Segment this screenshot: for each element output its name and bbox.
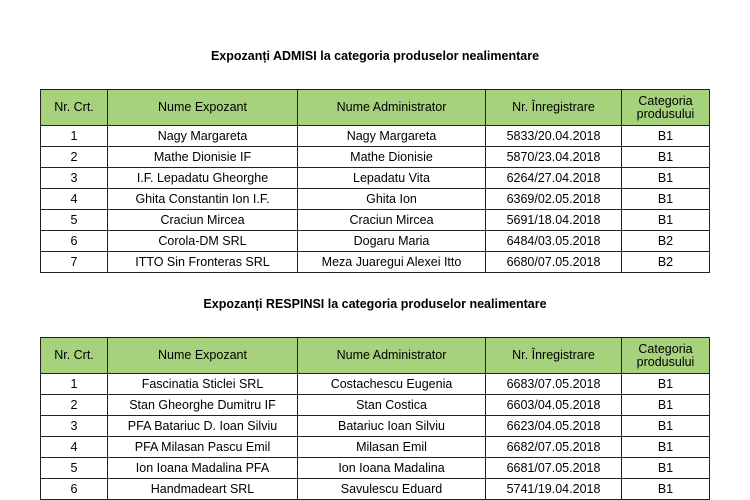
cell-administrator-name: Lepadatu Vita [298, 168, 486, 189]
cell-registration-number: 5741/19.04.2018 [486, 479, 622, 500]
cell-registration-number: 6603/04.05.2018 [486, 395, 622, 416]
cell-product-category: B1 [622, 147, 710, 168]
cell-administrator-name: Ion Ioana Madalina [298, 458, 486, 479]
cell-nr-crt: 3 [41, 168, 108, 189]
cell-administrator-name: Batariuc Ioan Silviu [298, 416, 486, 437]
cell-exhibitor-name: Fascinatia Sticlei SRL [108, 374, 298, 395]
cell-registration-number: 6683/07.05.2018 [486, 374, 622, 395]
cell-nr-crt: 6 [41, 231, 108, 252]
cell-administrator-name: Savulescu Eduard [298, 479, 486, 500]
cell-product-category: B1 [622, 458, 710, 479]
cell-registration-number: 6264/27.04.2018 [486, 168, 622, 189]
cell-exhibitor-name: PFA Milasan Pascu Emil [108, 437, 298, 458]
table-row [41, 458, 710, 479]
header-administrator-name: Nume Administrator [298, 90, 486, 126]
table-row [41, 126, 710, 147]
cell-administrator-name: Mathe Dionisie [298, 147, 486, 168]
cell-administrator-name: Dogaru Maria [298, 231, 486, 252]
cell-administrator-name: Nagy Margareta [298, 126, 486, 147]
cell-nr-crt: 5 [41, 210, 108, 231]
cell-nr-crt: 4 [41, 437, 108, 458]
cell-nr-crt: 3 [41, 416, 108, 437]
cell-exhibitor-name: Corola-DM SRL [108, 231, 298, 252]
table-row [41, 395, 710, 416]
cell-product-category: B2 [622, 252, 710, 273]
table-row [41, 231, 710, 252]
cell-administrator-name: Craciun Mircea [298, 210, 486, 231]
rejected-exhibitors-table [40, 337, 710, 500]
cell-exhibitor-name: I.F. Lepadatu Gheorghe [108, 168, 298, 189]
cell-exhibitor-name: Stan Gheorghe Dumitru IF [108, 395, 298, 416]
header-nr-crt: Nr. Crt. [41, 90, 108, 126]
table-row [41, 147, 710, 168]
cell-nr-crt: 2 [41, 395, 108, 416]
header-exhibitor-name: Nume Expozant [108, 90, 298, 126]
cell-nr-crt: 5 [41, 458, 108, 479]
cell-exhibitor-name: Handmadeart SRL [108, 479, 298, 500]
table-row [41, 416, 710, 437]
cell-administrator-name: Meza Juaregui Alexei Itto [298, 252, 486, 273]
header-administrator-name: Nume Administrator [298, 338, 486, 374]
table-row [41, 437, 710, 458]
cell-registration-number: 6484/03.05.2018 [486, 231, 622, 252]
table-row [41, 168, 710, 189]
cell-administrator-name: Ghita Ion [298, 189, 486, 210]
cell-registration-number: 5870/23.04.2018 [486, 147, 622, 168]
admitted-exhibitors-table [40, 89, 710, 273]
cell-registration-number: 6623/04.05.2018 [486, 416, 622, 437]
cell-nr-crt: 4 [41, 189, 108, 210]
cell-product-category: B1 [622, 210, 710, 231]
header-product-category: Categoria produsului [622, 90, 710, 126]
cell-exhibitor-name: Ion Ioana Madalina PFA [108, 458, 298, 479]
cell-nr-crt: 6 [41, 479, 108, 500]
cell-registration-number: 5833/20.04.2018 [486, 126, 622, 147]
cell-registration-number: 6680/07.05.2018 [486, 252, 622, 273]
cell-product-category: B1 [622, 126, 710, 147]
cell-product-category: B1 [622, 479, 710, 500]
cell-registration-number: 6681/07.05.2018 [486, 458, 622, 479]
cell-exhibitor-name: Ghita Constantin Ion I.F. [108, 189, 298, 210]
cell-nr-crt: 7 [41, 252, 108, 273]
cell-product-category: B1 [622, 168, 710, 189]
cell-registration-number: 6682/07.05.2018 [486, 437, 622, 458]
cell-product-category: B1 [622, 374, 710, 395]
cell-product-category: B1 [622, 437, 710, 458]
cell-product-category: B2 [622, 231, 710, 252]
cell-exhibitor-name: Mathe Dionisie IF [108, 147, 298, 168]
cell-exhibitor-name: Craciun Mircea [108, 210, 298, 231]
cell-product-category: B1 [622, 416, 710, 437]
cell-nr-crt: 1 [41, 126, 108, 147]
table-header-row [41, 90, 710, 126]
cell-nr-crt: 1 [41, 374, 108, 395]
header-nr-crt: Nr. Crt. [41, 338, 108, 374]
cell-administrator-name: Costachescu Eugenia [298, 374, 486, 395]
cell-product-category: B1 [622, 189, 710, 210]
admitted-section-title: Expozanți ADMISI la categoria produselor nealimentare [210, 49, 540, 63]
header-exhibitor-name: Nume Expozant [108, 338, 298, 374]
cell-administrator-name: Milasan Emil [298, 437, 486, 458]
table-header-row [41, 338, 710, 374]
table-row [41, 210, 710, 231]
cell-exhibitor-name: PFA Batariuc D. Ioan Silviu [108, 416, 298, 437]
table-row [41, 189, 710, 210]
cell-nr-crt: 2 [41, 147, 108, 168]
table-row [41, 374, 710, 395]
cell-registration-number: 5691/18.04.2018 [486, 210, 622, 231]
cell-registration-number: 6369/02.05.2018 [486, 189, 622, 210]
header-product-category: Categoria produsului [622, 338, 710, 374]
cell-exhibitor-name: ITTO Sin Fronteras SRL [108, 252, 298, 273]
header-registration-number: Nr. Înregistrare [486, 338, 622, 374]
cell-product-category: B1 [622, 395, 710, 416]
header-registration-number: Nr. Înregistrare [486, 90, 622, 126]
rejected-section-title: Expozanți RESPINSI la categoria produselor nealimentare [203, 297, 547, 311]
table-row [41, 252, 710, 273]
table-row [41, 479, 710, 500]
cell-administrator-name: Stan Costica [298, 395, 486, 416]
cell-exhibitor-name: Nagy Margareta [108, 126, 298, 147]
